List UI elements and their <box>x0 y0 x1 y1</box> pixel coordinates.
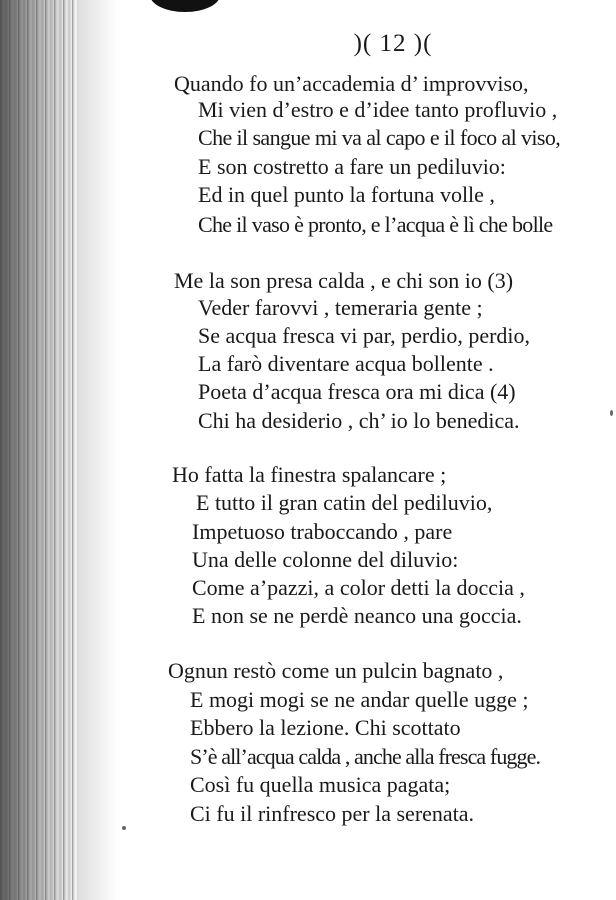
verse-line: E non se ne perdè neanco una goccia. <box>192 603 522 628</box>
verse-line: Chi ha desiderio , ch’ io lo benedica. <box>198 408 520 433</box>
verse-line: Come a’pazzi, a color detti la doccia , <box>192 575 525 600</box>
verse-line: Ebbero la lezione. Chi scottato <box>190 715 461 740</box>
verse-line: Ed in quel punto la fortuna volle , <box>198 182 495 207</box>
verse-line: E tutto il gran catin del pediluvio, <box>196 490 493 515</box>
verse-line: S’è all’acqua calda , anche alla fresca fugge. <box>190 744 541 769</box>
verse-line: Me la son presa calda , e chi son io (3) <box>174 268 514 293</box>
verse-line: Poeta d’acqua fresca ora mi dica (4) <box>198 379 516 404</box>
verse-line: Ho fatta la finestra spalancare ; <box>172 462 447 487</box>
verse-line: Una delle colonne del diluvio: <box>192 547 459 572</box>
verse-line: Se acqua fresca vi par, perdio, perdio, <box>198 323 531 348</box>
paper-speck <box>610 410 613 416</box>
verse-line: Che il sangue mi va al capo e il foco al viso, <box>198 125 561 150</box>
verse-line: Così fu quella musica pagata; <box>190 772 451 797</box>
verse-line: Mi vien d’estro e d’idee tanto profluvio , <box>198 97 558 122</box>
paper-speck <box>122 826 126 830</box>
verse-line: Ognun restò come un pulcin bagnato , <box>168 658 504 683</box>
verse-line: Impetuoso traboccando , pare <box>192 519 453 544</box>
verse-line: Quando fo un’accademia d’ improvviso, <box>174 71 529 96</box>
page-number: )( 12 )( <box>353 30 433 57</box>
verse-line: E son costretto a fare un pediluvio: <box>198 154 506 179</box>
verse-line: Ci fu il rinfresco per la serenata. <box>190 801 475 826</box>
verse-line: E mogi mogi se ne andar quelle ugge ; <box>190 687 529 712</box>
verse-line: Che il vaso è pronto, e l’acqua è lì che bolle <box>198 212 553 237</box>
verse-line: La farò diventare acqua bollente . <box>198 351 494 376</box>
verse-line: Veder farovvi , temeraria gente ; <box>198 295 483 320</box>
